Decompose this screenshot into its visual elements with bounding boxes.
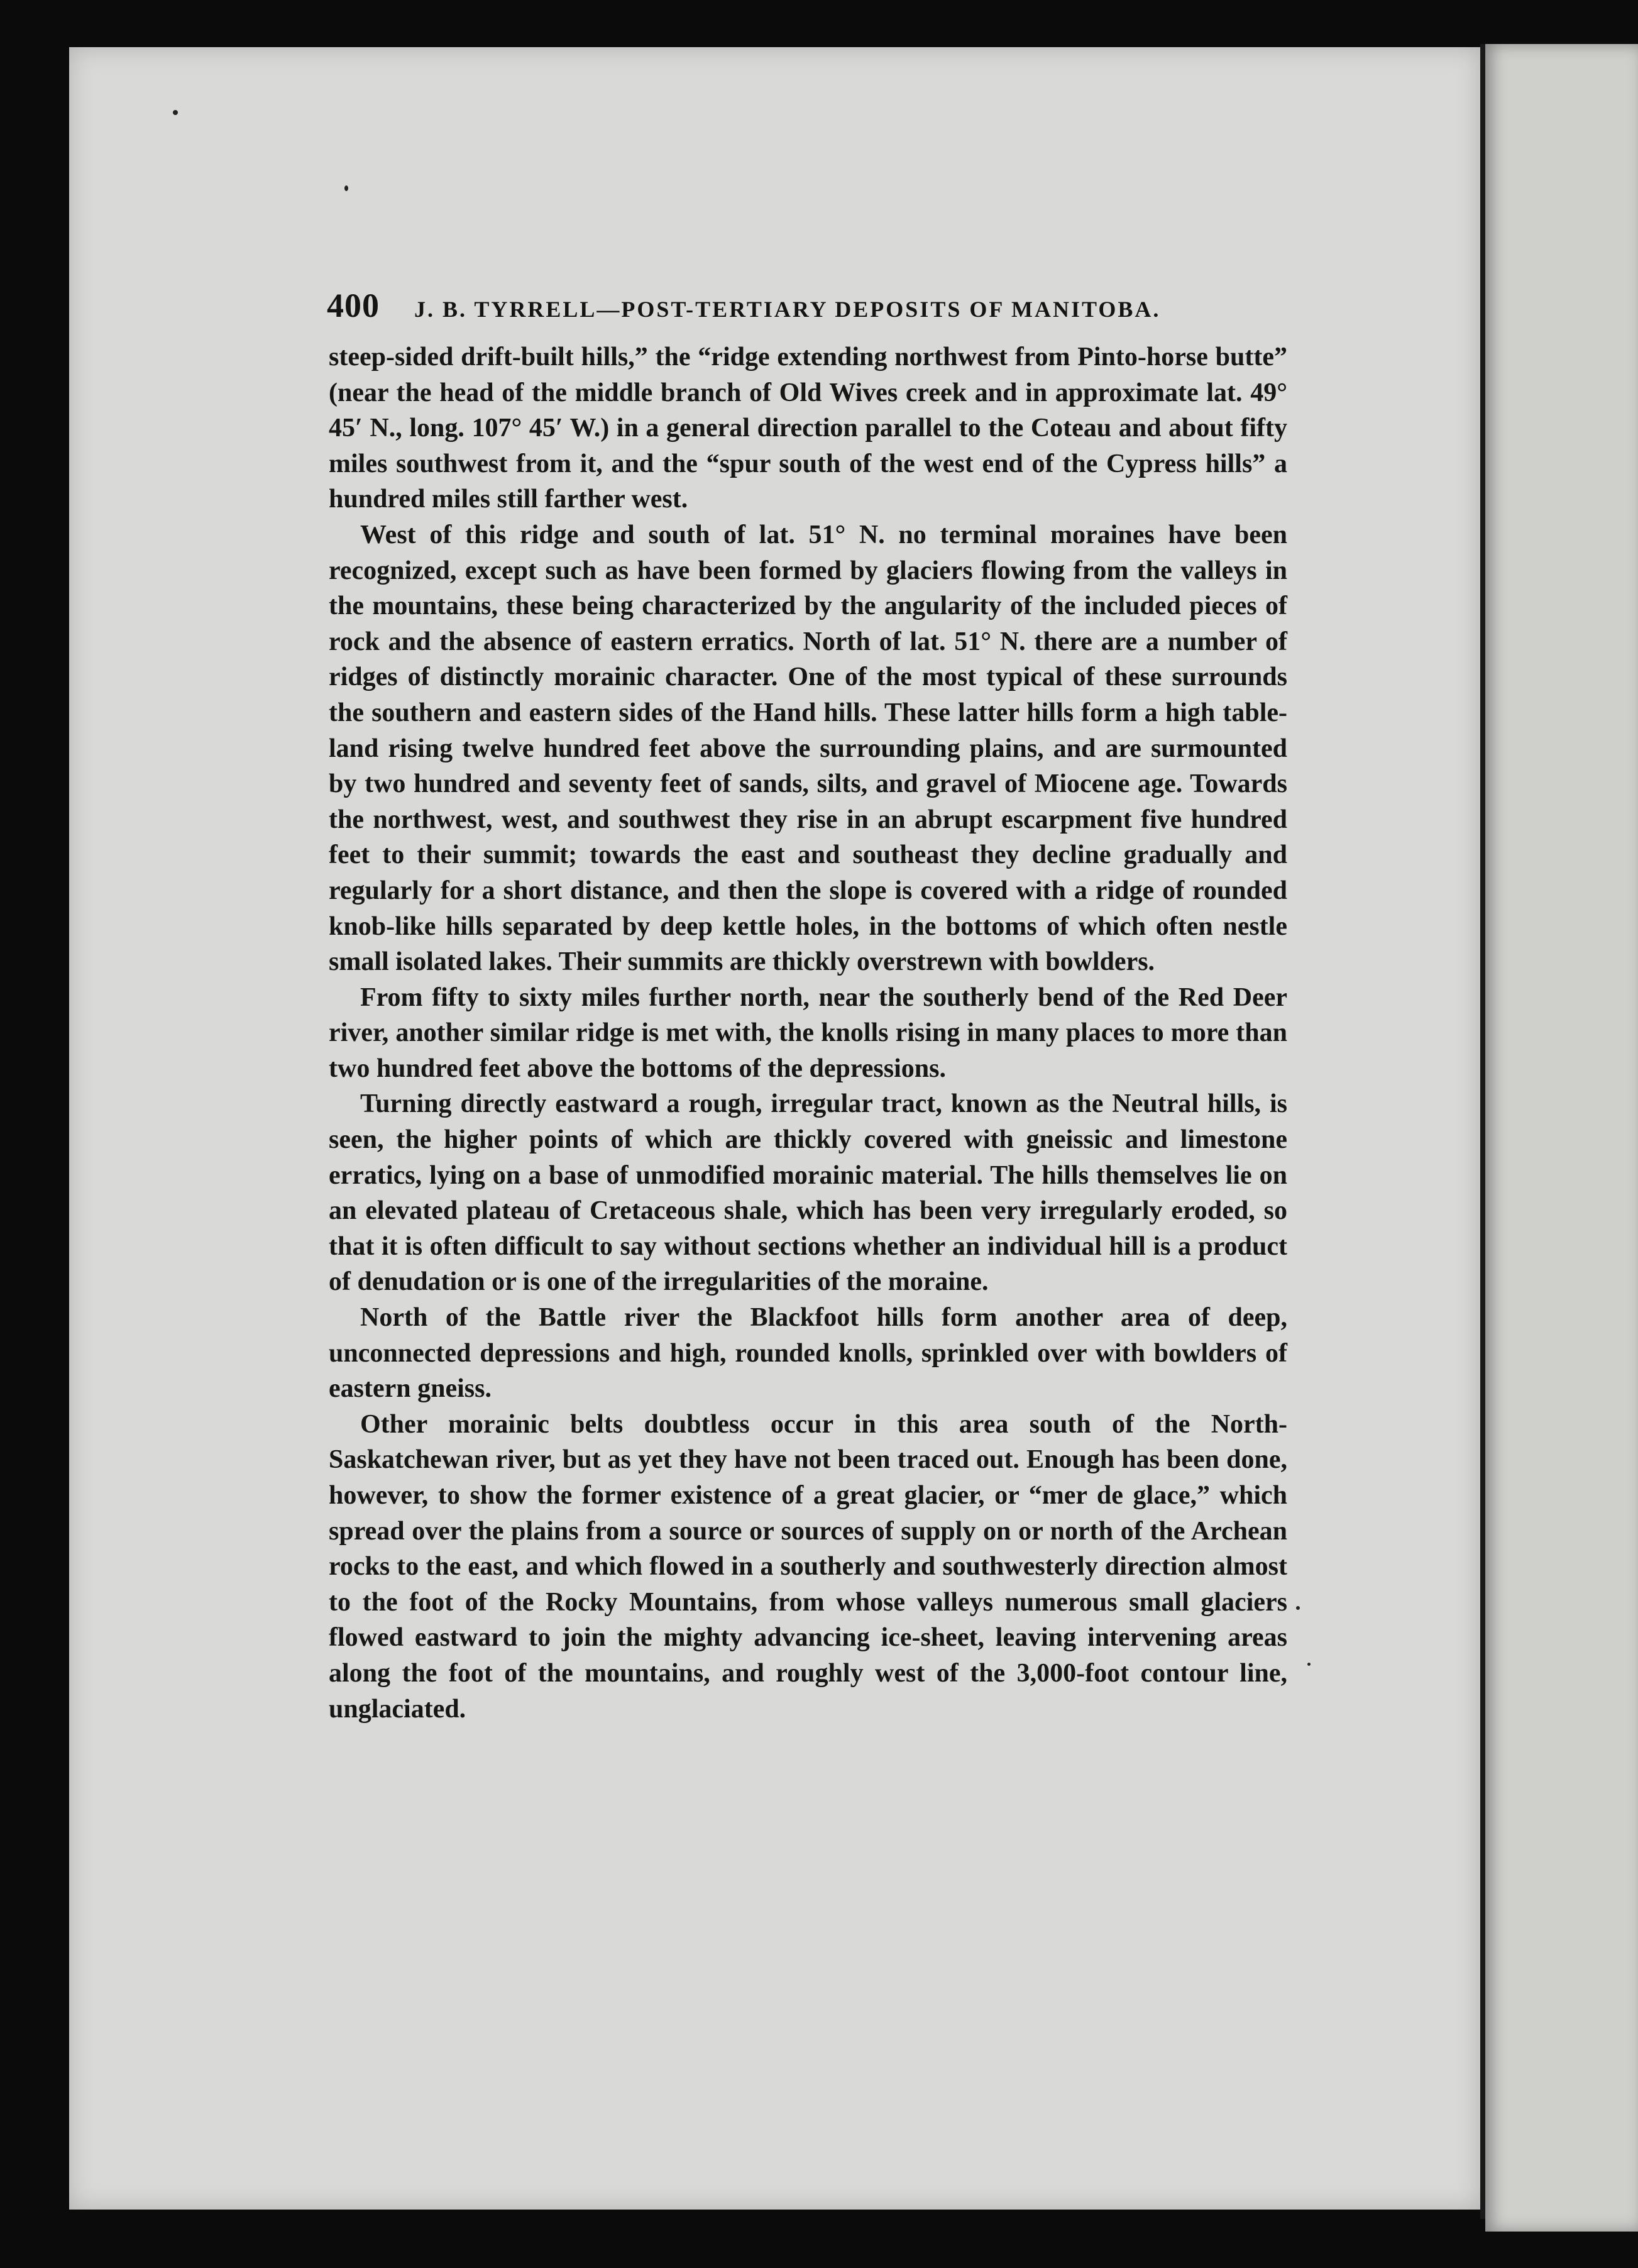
speck-mark [1307, 1663, 1311, 1666]
page-gutter-edge [1480, 44, 1485, 2219]
facing-page-edge [1485, 44, 1638, 2232]
paragraph-red-deer-ridge: From fifty to sixty miles further north, near the southerly bend of the Red Deer river, another similar ridge is met with, the knolls rising in many places to more than two hundred feet above the bottoms of the depressions. [329, 983, 1287, 1083]
running-header-title: J. B. TYRRELL—POST-TERTIARY DEPOSITS OF MANITOBA. [414, 297, 1161, 322]
paragraph-great-glacier: Other morainic belts doubtless occur in this area south of the North-Saskatchewan river, but as yet they have not been traced out. Enough has been done, however, to show the former existence of a great glacier, or “mer de glace,” which spread over the plains from a source or sources of supply on or north of the Archean rocks to the east, and which flowed in a southerly and southwesterly direction almost to the foot of the Rocky Mountains, from whose valleys numerous small glaciers flowed eastward to join the mighty advancing ice-sheet, leaving intervening areas along the foot of the mountains, and roughly west of the 3,000-foot contour line, unglaciated. [329, 1409, 1287, 1724]
speck-mark [173, 110, 178, 115]
paragraph-continued: steep-sided drift-built hills,” the “ridge extending northwest from Pinto-horse butte” (near the head of the middle branch of Old Wives creek and in approximate lat. 49° 45′ N., long. 107° 45′ W.) in a general direction parallel to the Coteau and about fifty miles southwest from it, and the “spur south of the west end of the Cypress hills” a hundred miles still farther west. [329, 343, 1287, 514]
paragraph-neutral-hills: Turning directly eastward a rough, irregular tract, known as the Neutral hills, is seen, the higher points of which are thickly covered with gneissic and limestone erratics, lying on a base of unmodified morainic material. The hills themselves lie on an elevated plateau of Cretaceous shale, which has been very irregularly eroded, so that it is often difficult to say without sections whether an individual hill is a product of denudation or is one of the irregularities of the moraine. [329, 1089, 1287, 1297]
page-number: 400 [327, 287, 380, 324]
paragraph-terminal-moraines: West of this ridge and south of lat. 51° N. no terminal moraines have been recognized, except such as have been formed by glaciers flowing from the valleys in the mountains, these being characterized by the angularity of the included pieces of rock and the absence of eastern erratics. North of lat. 51° N. there are a number of ridges of distinctly morainic character. One of the most typical of these surrounds the southern and eastern sides of the Hand hills. These latter hills form a high table-land rising twelve hundred feet above the surrounding plains, and are surmounted by two hundred and seventy feet of sands, silts, and gravel of Miocene age. Towards the northwest, west, and southwest they rise in an abrupt escarpment five hundred feet to their summit; towards the east and southeast they decline gradually and regularly for a short distance, and then the slope is covered with a ridge of rounded knob-like hills separated by deep kettle holes, in the bottoms of which often nestle small isolated lakes. Their summits are thickly overstrewn with bowlders. [329, 520, 1287, 977]
paragraph-blackfoot-hills: North of the Battle river the Blackfoot hills form another area of deep, unconnected depressions and high, rounded knolls, sprinkled over with bowlders of eastern gneiss. [329, 1303, 1287, 1404]
body-text [329, 339, 1287, 1727]
speck-mark [1296, 1606, 1300, 1610]
speck-mark [344, 185, 348, 191]
running-header [327, 286, 1197, 324]
